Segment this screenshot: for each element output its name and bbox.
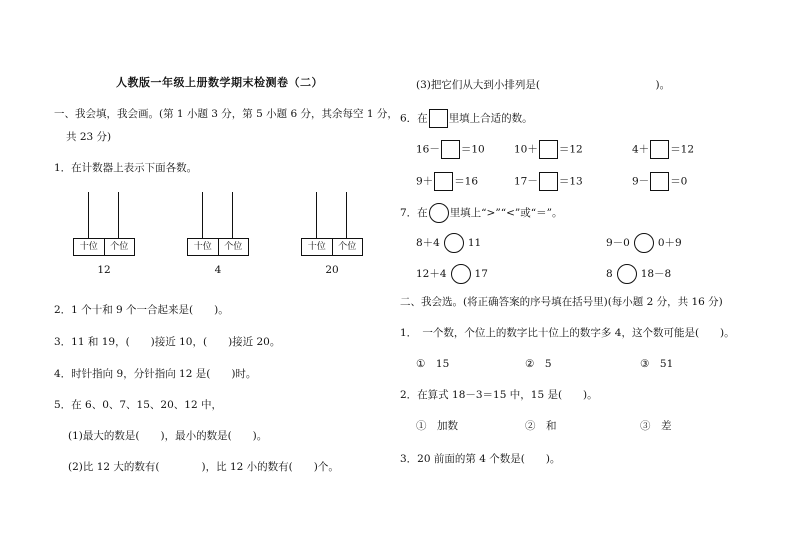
q6-item [416, 140, 485, 159]
question-3: 3．11 和 19，( )接近 10，( )接近 20。 [54, 336, 281, 348]
question-5: 5．在 6、0、7、15、20、12 中， [54, 399, 222, 411]
abacus-rod-tens [202, 192, 203, 238]
compare-left: 8＋4 [416, 237, 440, 249]
answer-box[interactable] [650, 140, 669, 159]
abacus-number: 12 [97, 264, 111, 276]
section1-heading-line2: 共 23 分) [66, 131, 112, 143]
option-2[interactable]: ② 5 [525, 358, 552, 370]
abacus-number: 4 [214, 264, 222, 276]
expr-right: ＝10 [460, 143, 485, 156]
q7-item [606, 264, 671, 284]
compare-right: 11 [467, 237, 482, 249]
abacus-rod-ones [346, 192, 347, 238]
option-1[interactable]: ① 15 [416, 358, 450, 370]
compare-left: 12＋4 [416, 268, 447, 280]
q6-item [632, 140, 694, 159]
question-7-prefix: 7．在 [400, 207, 428, 219]
q7-item [416, 264, 488, 284]
answer-box[interactable] [434, 172, 453, 191]
expr-right: ＝12 [558, 143, 583, 156]
question-5-part-2: (2)比 12 大的数有( )，比 12 小的数有( )个。 [68, 461, 339, 473]
abacus-rod-ones [118, 192, 119, 238]
abacus-base [301, 238, 363, 256]
compare-circle[interactable] [617, 264, 637, 284]
expr-left: 9＋ [416, 175, 434, 188]
option-1[interactable]: ① 加数 [416, 420, 458, 432]
q6-item [416, 172, 478, 191]
abacus-base [73, 238, 135, 256]
page-title: 人教版一年级上册数学期末检测卷（二） [116, 76, 323, 89]
expr-left: 9－ [632, 175, 650, 188]
section2-question-3: 3．20 前面的第 4 个数是( )。 [400, 453, 561, 465]
answer-box[interactable] [539, 172, 558, 191]
expr-right: ＝16 [454, 175, 479, 188]
section1-heading-line1: 一、我会填，我会画。(第 1 小题 3 分，第 5 小题 6 分，其余每空 1 分， [54, 108, 398, 120]
question-2: 2．1 个十和 9 个一合起来是( )。 [54, 304, 229, 316]
option-2[interactable]: ② 和 [525, 420, 557, 432]
option-3[interactable]: ③ 差 [640, 420, 672, 432]
answer-box[interactable] [441, 140, 460, 159]
ones-label: 个位 [332, 239, 363, 255]
expr-left: 17－ [514, 175, 538, 188]
abacus-number: 20 [325, 264, 339, 276]
question-5-part-1: (1)最大的数是( )，最小的数是( )。 [68, 430, 268, 442]
section2-heading: 二、我会选。(将正确答案的序号填在括号里)(每小题 2 分，共 16 分) [400, 296, 723, 308]
abacus-1 [73, 192, 135, 278]
question-7-suffix: 里填上“>”“<”或“＝”。 [449, 207, 563, 219]
compare-circle[interactable] [634, 233, 654, 253]
question-5-part-3: (3)把它们从大到小排列是( )。 [416, 79, 671, 91]
expr-left: 10＋ [514, 143, 538, 156]
abacus-2 [187, 192, 249, 278]
tens-label: 十位 [79, 242, 98, 252]
abacus-rod-tens [88, 192, 89, 238]
abacus-3 [301, 192, 363, 278]
question-1: 1．在计数器上表示下面各数。 [54, 162, 198, 174]
q6-item [632, 172, 687, 191]
question-6-prefix: 6．在 [400, 112, 428, 125]
question-6-suffix: 里填上合适的数。 [448, 112, 533, 125]
compare-left: 9－0 [606, 237, 630, 249]
q6-item [514, 172, 583, 191]
q7-item [416, 233, 481, 253]
answer-box[interactable] [539, 140, 558, 159]
q7-item [606, 233, 682, 253]
compare-right: 0＋9 [657, 237, 682, 249]
expr-right: ＝0 [670, 175, 688, 188]
expr-right: ＝13 [558, 175, 583, 188]
section2-question-2: 2．在算式 18－3＝15 中，15 是( )。 [400, 389, 598, 401]
expr-left: 4＋ [632, 143, 650, 156]
square-box-icon [429, 109, 448, 128]
section2-question-1: 1． 一个数，个位上的数字比十位上的数字多 4，这个数可能是( )。 [400, 327, 735, 339]
compare-left: 8 [606, 268, 613, 280]
option-3[interactable]: ③ 51 [640, 358, 674, 370]
circle-icon [429, 203, 449, 223]
answer-box[interactable] [650, 172, 669, 191]
abacus-base [187, 238, 249, 256]
tens-label: 十位 [193, 242, 212, 252]
compare-right: 17 [474, 268, 488, 280]
expr-left: 16－ [416, 143, 440, 156]
ones-label: 个位 [104, 239, 135, 255]
tens-label: 十位 [307, 242, 326, 252]
compare-right: 18－8 [640, 268, 672, 280]
expr-right: ＝12 [670, 143, 695, 156]
question-7 [400, 203, 563, 223]
compare-circle[interactable] [451, 264, 471, 284]
q6-item [514, 140, 583, 159]
question-6 [400, 109, 533, 128]
question-4: 4．时针指向 9，分针指向 12 是( )时。 [54, 368, 257, 380]
compare-circle[interactable] [444, 233, 464, 253]
ones-label: 个位 [218, 239, 249, 255]
abacus-rod-tens [316, 192, 317, 238]
abacus-rod-ones [232, 192, 233, 238]
